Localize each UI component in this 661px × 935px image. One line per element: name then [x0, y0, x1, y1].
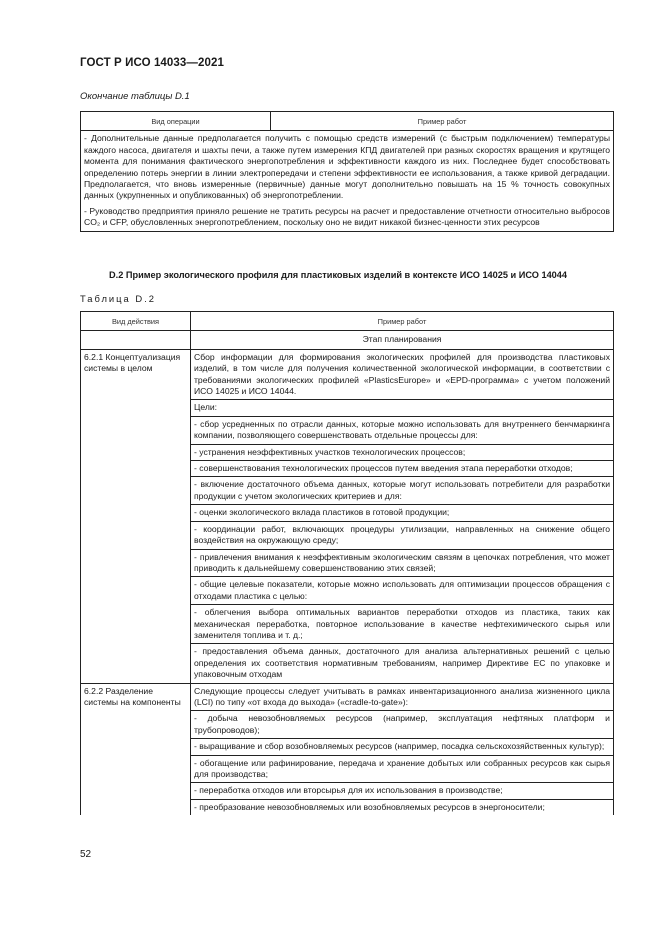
table-d1-end — [80, 111, 614, 232]
list-item: - облегчения выбора оптимальных вариантов переработки отходов из пластика, таких как механическая переработка, повторное использование в качестве нефтехимического сырья или заменителя топлива и т. д.; — [191, 604, 613, 641]
paragraph: - Руководство предприятия приняло решение не тратить ресурсы на расчет и предоставление отчетности относительно выбросов CO₂ и CFP, обусловленных энергопотреблением, поскольку оно не видит никакой бизнес-ценности этих ресурсов — [84, 205, 610, 228]
list-item: - переработка отходов или вторсырья для их использования в производстве; — [191, 782, 613, 796]
table-row — [81, 349, 614, 683]
stage-label: Этап планирования — [191, 331, 614, 349]
col-header-action: Вид действия — [81, 312, 191, 331]
list-item: - предоставления объема данных, достаточного для анализа альтернативных решений с целью определения их соответствия нормативным требованиям, например Директиве ЕС по упаковке и упаковочным отходам — [191, 643, 613, 680]
stage-spacer — [81, 331, 191, 349]
list-item: - включение достаточного объема данных, которые могут использовать потребители для разработки продукции с учетом экологических критериев и для: — [191, 476, 613, 502]
list-item: - оценки экологического вклада пластиков в готовой продукции; — [191, 504, 613, 518]
table-d1-body — [81, 131, 614, 231]
list-item: - добыча невозобновляемых ресурсов (например, эксплуатация нефтяных платформ и трубопроводов); — [191, 710, 613, 736]
document-id: ГОСТ Р ИСО 14033—2021 — [80, 57, 225, 69]
action-cell: 6.2.2 Разделение системы на компоненты — [81, 683, 191, 815]
col-header-example: Пример работ — [271, 112, 614, 131]
work-cell — [191, 349, 614, 683]
table-d2 — [80, 311, 614, 815]
list-item: - привлечения внимания к неэффективным экологическим связям в цепочках потребления, что может приводить к дальнейшему совершенствованию этих связей; — [191, 549, 613, 575]
col-header-example: Пример работ — [191, 312, 614, 331]
list-item: - выращивание и сбор возобновляемых ресурсов (например, посадка сельскохозяйственных культур); — [191, 738, 613, 752]
list-item: Сбор информации для формирования экологических профилей для производства пластиковых изделий, в том числе для получения количественной экологической информации, в соответствии с требованиями экологических профилей «PlasticsEurope» и «EPD-программа» с учетом положений ИСО 14025 и ИСО 14044. — [194, 351, 610, 397]
list-item: - сбор усредненных по отрасли данных, которые можно использовать для внутреннего бенчмаркинга компании, позволяющего совершенствовать отдельные процессы для: — [191, 416, 613, 442]
list-item: - обогащение или рафинирование, передача и хранение добытых или собранных ресурсов как сырья для производства; — [191, 755, 613, 781]
list-item: - устранения неэффективных участков технологических процессов; — [191, 444, 613, 458]
work-cell — [191, 683, 614, 815]
col-header-operation: Вид операции — [81, 112, 271, 131]
list-item: - координации работ, включающих процедуры утилизации, направленных на снижение общего воздействия на окружающую среду; — [191, 521, 613, 547]
action-cell: 6.2.1 Концептуализация системы в целом — [81, 349, 191, 683]
section-heading: D.2 Пример экологического профиля для пластиковых изделий в контексте ИСО 14025 и ИСО 14044 — [109, 270, 568, 280]
list-item: - совершенствования технологических процессов путем введения этапа переработки отходов; — [191, 460, 613, 474]
table-continuation-caption: Окончание таблицы D.1 — [80, 91, 190, 102]
paragraph: - Дополнительные данные предполагается получить с помощью средств измерений (с быстрым подключением) температуры каждого насоса, двигателя и шахты печи, а также путем измерения КПД двигателей при разных скоростях вращения и крутящего момента для понимания фактического энергопотребления и эффективности каждого из них. Последнее будет способствовать определению потерь энергии в линии электропередачи и степени эффективности ее использования, а также кривой деградации. Предполагается, что вновь измеренные (первичные) данные могут дополнительно повышать на 15 % точность совокупных данных (укрупненных и опубликованных) об энергопотреблении. — [84, 133, 610, 201]
page-number: 52 — [80, 849, 92, 860]
list-item: Цели: — [191, 399, 613, 413]
list-item: - преобразование невозобновляемых или возобновляемых ресурсов в энергоносители; — [191, 799, 613, 813]
list-item: Следующие процессы следует учитывать в рамках инвентаризационного анализа жизненного цикла (LCI) по типу «от входа до выхода» («cradle-to-gate»): — [194, 685, 610, 707]
list-item: - общие целевые показатели, которые можно использовать для оптимизации процессов обращения с отходами пластика с целью: — [191, 576, 613, 602]
table-label: Таблица D.2 — [80, 293, 156, 304]
table-row — [81, 683, 614, 815]
